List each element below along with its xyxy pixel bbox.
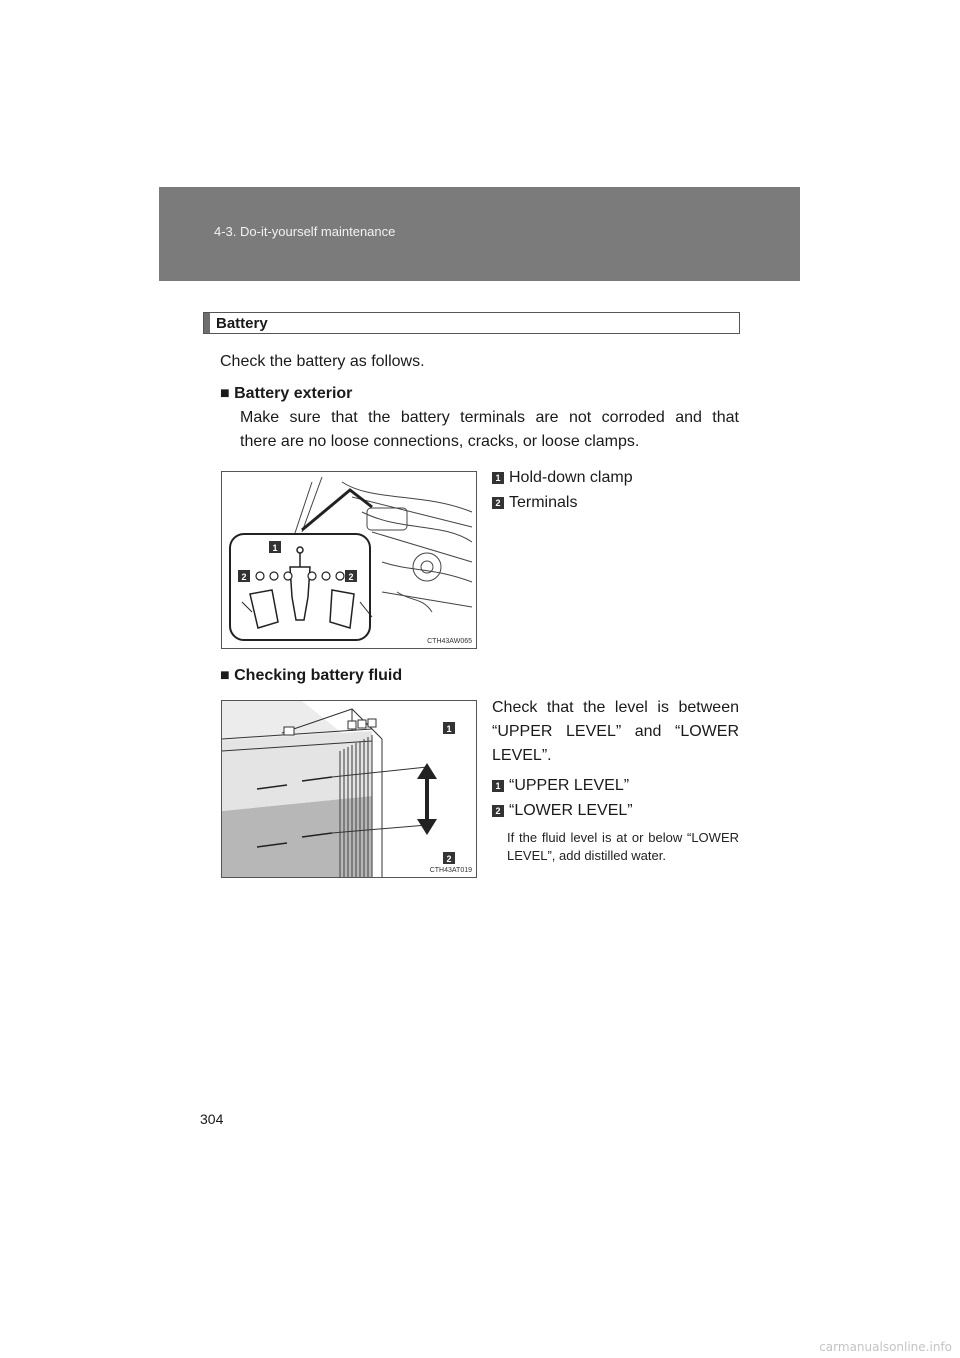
exterior-body-line-1: Make sure that the battery terminals are not corroded and that xyxy=(240,409,739,426)
fluid-note: If the fluid level is at or below “LOWER LEVEL”, add distilled water. xyxy=(507,830,739,863)
legend-number: 1 xyxy=(492,472,504,484)
battery-fluid-figure xyxy=(221,700,477,878)
watermark: carmanualsonline.info xyxy=(819,1340,952,1354)
legend-label: Terminals xyxy=(509,494,578,511)
legend-number: 1 xyxy=(492,780,504,792)
battery-case-illustration xyxy=(222,701,477,878)
fluid-check-line-2: “UPPER LEVEL” and “LOWER xyxy=(492,723,739,740)
callout-2: 2 xyxy=(446,854,452,864)
callout-1: 1 xyxy=(446,724,452,734)
fluid-check-line-1: Check that the level is between xyxy=(492,699,739,716)
figure-code: CTH43AT019 xyxy=(429,867,472,874)
callout-1: 1 xyxy=(272,543,278,553)
legend-number: 2 xyxy=(492,805,504,817)
legend-label: “LOWER LEVEL” xyxy=(509,802,633,819)
exterior-heading: ■ Battery exterior xyxy=(220,385,353,402)
battery-intro: Check the battery as follows. xyxy=(220,353,425,370)
legend-item xyxy=(492,493,577,513)
battery-heading-text: Battery xyxy=(216,315,268,332)
exterior-body-line-2: there are no loose connections, cracks, or loose clamps. xyxy=(240,433,640,450)
legend-item xyxy=(492,468,633,488)
callout-2-right: 2 xyxy=(348,572,354,582)
figure-code: CTH43AW065 xyxy=(427,638,472,645)
legend-number: 2 xyxy=(492,497,504,509)
fluid-heading: ■ Checking battery fluid xyxy=(220,667,403,684)
section-label: 4-3. Do-it-yourself maintenance xyxy=(214,224,396,239)
battery-exterior-figure xyxy=(221,471,477,649)
callout-2-left: 2 xyxy=(241,572,247,582)
legend-label: Hold-down clamp xyxy=(509,469,633,486)
page-number: 304 xyxy=(200,1111,224,1127)
fluid-check-line-3: LEVEL”. xyxy=(492,747,552,764)
legend-label: “UPPER LEVEL” xyxy=(509,777,630,794)
heading-accent-bar xyxy=(204,313,210,333)
battery-heading xyxy=(203,312,740,334)
engine-bay-illustration xyxy=(222,472,477,649)
legend-item xyxy=(492,801,633,821)
legend-item xyxy=(492,776,629,796)
